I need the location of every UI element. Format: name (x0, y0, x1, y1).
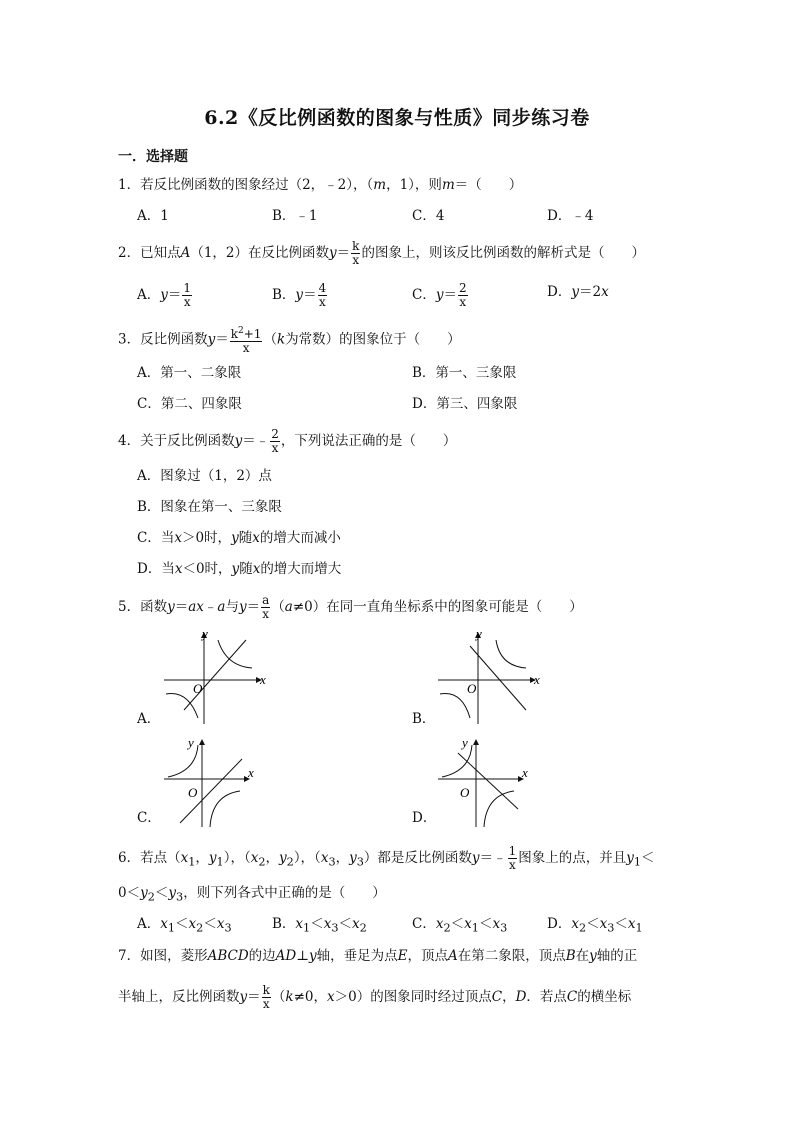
q4-option-d[interactable]: D．当x＜0时，y随x的增大而增大 (137, 561, 342, 577)
fraction: $\frac{k}{x}$ (352, 239, 360, 267)
question-5-stem: 5．函数y＝ax﹣a与y＝ $\frac{a}{x}$ （a≠0）在同一直角坐标系中的图象可能是（ ） (118, 593, 583, 621)
y-axis-label: y (462, 735, 468, 750)
q3-option-a[interactable]: A．第一、二象限 (137, 365, 242, 381)
q5-option-a[interactable]: A． (137, 711, 161, 727)
x-axis-label: x (260, 672, 266, 687)
fraction: $\frac{k^2+1}{x}$ (230, 326, 262, 355)
question-7-stem-line2: 半轴上，反比例函数y＝ $\frac{k}{x}$ （k≠0，x＞0）的图象同时经过顶点C，D．若点C的横坐标 (118, 983, 632, 1011)
q4-option-b[interactable]: B．图象在第一、三象限 (137, 499, 282, 515)
fraction: $\frac{1}{x}$ (508, 844, 517, 872)
q4-option-c[interactable]: C．当x＞0时，y随x的增大而减小 (137, 530, 341, 546)
q6-option-d[interactable]: D．$x_2<x_3<x_1$ (547, 916, 643, 935)
q1-option-c[interactable]: C．4 (412, 208, 445, 224)
question-1-stem: 1．若反比例函数的图象经过（2，﹣2），（m，1），则m＝（ ） (118, 177, 523, 193)
q1-option-a[interactable]: A．1 (137, 208, 169, 224)
q4-option-a[interactable]: A．图象过（1，2）点 (137, 468, 272, 484)
graph-c[interactable] (160, 735, 270, 830)
origin-label: O (467, 681, 477, 696)
x-axis-label: x (248, 765, 254, 780)
q5-option-c[interactable]: C． (137, 810, 161, 826)
y-axis-label: y (476, 626, 482, 641)
fraction: $\frac{2}{x}$ (271, 427, 279, 455)
q2-option-d[interactable]: D．y＝2x (547, 284, 609, 300)
x-axis-label: x (522, 765, 528, 780)
graph-d[interactable] (434, 735, 544, 830)
q6-option-c[interactable]: C．$x_2<x_1<x_3$ (412, 916, 508, 935)
q1-option-d[interactable]: D．﹣4 (547, 208, 594, 224)
q6-option-a[interactable]: A．$x_1<x_2<x_3$ (137, 916, 232, 935)
q3-option-c[interactable]: C．第二、四象限 (137, 396, 242, 412)
y-axis-label: y (202, 626, 208, 641)
question-2-stem: 2．已知点A（1，2）在反比例函数y＝ $\frac{k}{x}$ 的图象上，则该反比例函数的解析式是（ ） (118, 239, 645, 267)
page-title: 6.2《反比例函数的图象与性质》同步练习卷 (204, 107, 590, 129)
q3-option-b[interactable]: B．第一、三象限 (412, 365, 517, 381)
q5-option-b[interactable]: B． (412, 711, 436, 727)
q6-option-b[interactable]: B．$x_1<x_3<x_2$ (272, 916, 367, 935)
fraction: $\frac{k}{x}$ (262, 983, 270, 1011)
question-6-stem-line2: $0<y_2<y_3$，则下列各式中正确的是（ ） (118, 885, 386, 904)
graph-a[interactable] (160, 626, 270, 726)
question-7-stem: 7．如图，菱形ABCD的边AD⊥y轴，垂足为点E，顶点A在第二象限，顶点B在y轴的正 (118, 948, 638, 964)
section-heading: 一．选择题 (118, 149, 188, 165)
fraction: $\frac{a}{x}$ (262, 593, 270, 621)
y-axis-label: y (188, 735, 194, 750)
origin-label: O (188, 785, 198, 800)
question-6-stem: 6．若点（$x_1$，$y_1$），（$x_2$，$y_2$），（$x_3$，$y_3$）都是反比例函数y＝﹣ $\frac{1}{x}$ 图象上的点，并且$y_1<$ (118, 844, 655, 872)
q2-option-a[interactable]: A．y＝ $\frac{1}{x}$ (137, 281, 192, 309)
q5-option-d[interactable]: D． (412, 810, 437, 826)
question-3-stem: 3．反比例函数y＝ $\frac{k^2+1}{x}$ （k为常数）的图象位于（ ） (118, 326, 461, 355)
x-axis-label: x (534, 672, 540, 687)
q2-option-b[interactable]: B．y＝ $\frac{4}{x}$ (272, 281, 327, 309)
graph-b[interactable] (434, 626, 544, 726)
question-4-stem: 4．关于反比例函数y＝﹣ $\frac{2}{x}$ ，下列说法正确的是（ ） (118, 427, 457, 455)
origin-label: O (460, 785, 470, 800)
origin-label: O (193, 681, 203, 696)
q2-option-c[interactable]: C．y＝ $\frac{2}{x}$ (412, 281, 467, 309)
q3-option-d[interactable]: D．第三、四象限 (412, 396, 518, 412)
q1-option-b[interactable]: B．﹣1 (272, 208, 318, 224)
